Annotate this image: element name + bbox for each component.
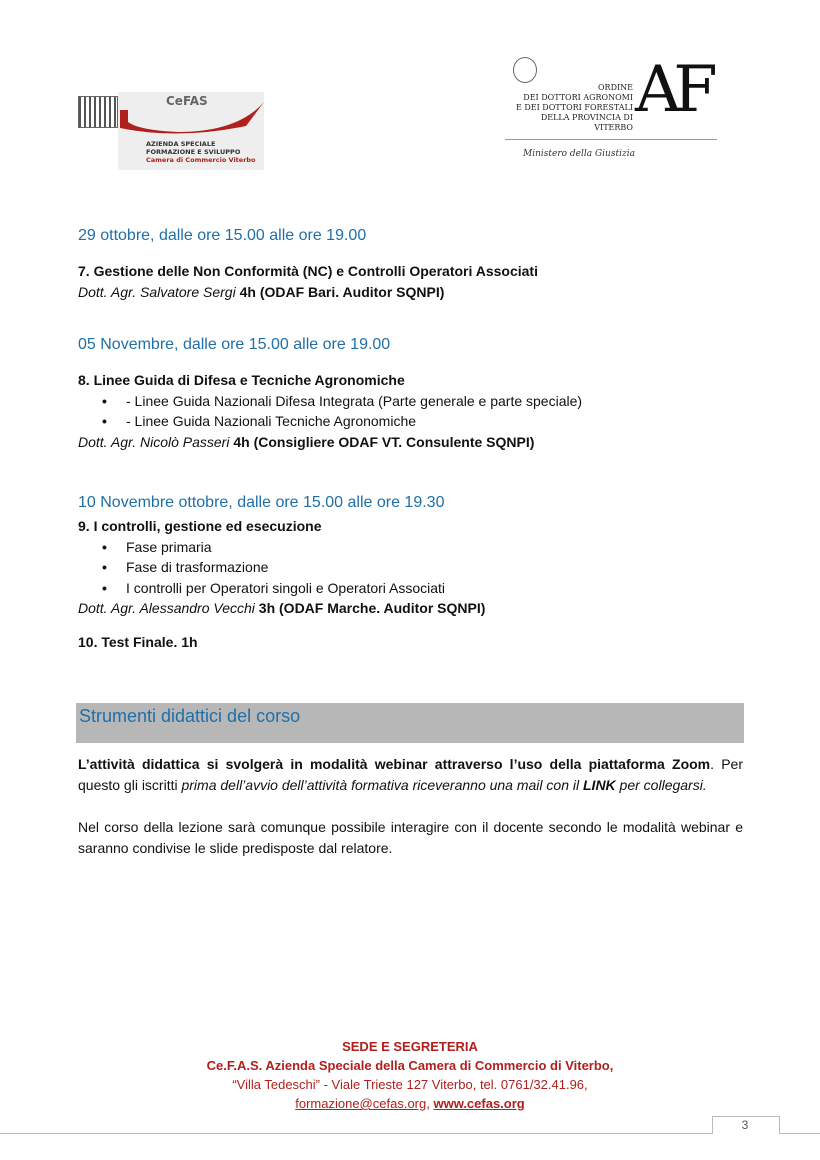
odaf-line4: DELLA PROVINCIA DI VITERBO	[540, 113, 633, 132]
list-item: • - Linee Guida Nazionali Tecniche Agronomiche	[78, 411, 582, 432]
speaker-name: Dott. Agr. Alessandro Vecchi	[78, 600, 255, 616]
speaker-name: Dott. Agr. Nicolò Passeri	[78, 433, 230, 450]
speaker-info: 4h (ODAF Bari. Auditor SQNPI)	[239, 283, 445, 300]
list-item: • - Linee Guida Nazionali Difesa Integrata (Parte generale e parte speciale)	[78, 391, 582, 412]
odaf-ministry: Ministero della Giustizia	[523, 149, 635, 159]
cefas-line3: Camera di Commercio Viterbo	[146, 156, 256, 164]
odaf-divider	[505, 139, 717, 140]
cefas-name: CeFAS	[166, 94, 208, 108]
speaker-line	[78, 598, 485, 619]
para-bold: L’attività didattica si svolgerà in modalità webinar attraverso l’uso della piattaforma Zoom	[78, 756, 711, 772]
footer-address: “Villa Tedeschi” - Viale Trieste 127 Viterbo, tel. 0761/32.41.96,	[232, 1077, 588, 1092]
cefas-line2: FORMAZIONE E SVILUPPO	[146, 148, 241, 156]
cefas-line1: AZIENDA SPECIALE	[146, 140, 216, 148]
session-date: 29 ottobre, dalle ore 15.00 alle ore 19.00	[78, 227, 367, 244]
odaf-mark: AF	[635, 53, 710, 127]
speaker-line	[78, 282, 538, 303]
section-title: Strumenti didattici del corso	[79, 706, 301, 726]
final-test: 10. Test Finale. 1h	[78, 634, 198, 650]
website-link[interactable]: www.cefas.org	[433, 1096, 525, 1111]
emblem-icon	[513, 57, 537, 83]
cefas-logo	[78, 92, 268, 172]
list-item: • I controlli per Operatori singoli e Operatori Associati	[78, 578, 485, 599]
list-item: • Fase di trasformazione	[78, 557, 485, 578]
session-date: 10 Novembre ottobre, dalle ore 15.00 alle ore 19.30	[78, 494, 445, 511]
session-date: 05 Novembre, dalle ore 15.00 alle ore 19.00	[78, 336, 391, 353]
section-paragraph-2: Nel corso della lezione sarà comunque possibile interagire con il docente secondo le modalità webinar e saranno condivise le slide predisposte dal relatore.	[78, 819, 743, 856]
speaker-line	[78, 432, 582, 453]
para-link-word: LINK	[583, 777, 616, 793]
para-text: . Per questo gli iscritti	[78, 756, 743, 793]
para-italic-end: per collegarsi.	[615, 777, 707, 793]
session-block	[78, 370, 582, 452]
speaker-name: Dott. Agr. Salvatore Sergi	[78, 283, 236, 300]
odaf-line2: DEI DOTTORI AGRONOMI	[523, 93, 633, 102]
footer-heading: SEDE E SEGRETERIA	[342, 1039, 478, 1054]
cefas-subtitle	[146, 140, 256, 164]
section-paragraph	[78, 754, 743, 796]
page-number: 3	[741, 1118, 749, 1132]
odaf-text	[505, 83, 633, 133]
footer-contacts	[0, 1094, 820, 1113]
page-divider	[0, 1133, 820, 1134]
email-link[interactable]: formazione@cefas.org	[295, 1096, 427, 1111]
footer	[0, 1037, 820, 1113]
para-italic: prima dell’avvio dell’attività formativa riceveranno una mail con il	[181, 777, 583, 793]
odaf-line1: ORDINE	[598, 83, 633, 92]
speaker-info: 4h (Consigliere ODAF VT. Consulente SQNPI)	[233, 433, 535, 450]
session-block	[78, 261, 538, 302]
odaf-line3: E DEI DOTTORI FORESTALI	[515, 103, 633, 112]
session-title: 7. Gestione delle Non Conformità (NC) e Controlli Operatori Associati	[78, 263, 538, 279]
session-block	[78, 516, 485, 619]
list-item: • Fase primaria	[78, 537, 485, 558]
session-title: 8. Linee Guida di Difesa e Tecniche Agronomiche	[78, 372, 405, 388]
odaf-logo	[505, 55, 717, 165]
footer-org: Ce.F.A.S. Azienda Speciale della Camera di Commercio di Viterbo,	[206, 1058, 614, 1073]
speaker-info: 3h (ODAF Marche. Auditor SQNPI)	[258, 600, 486, 616]
building-icon	[78, 96, 118, 128]
footer-separator: ,	[426, 1096, 434, 1111]
session-title: 9. I controlli, gestione ed esecuzione	[78, 518, 322, 534]
